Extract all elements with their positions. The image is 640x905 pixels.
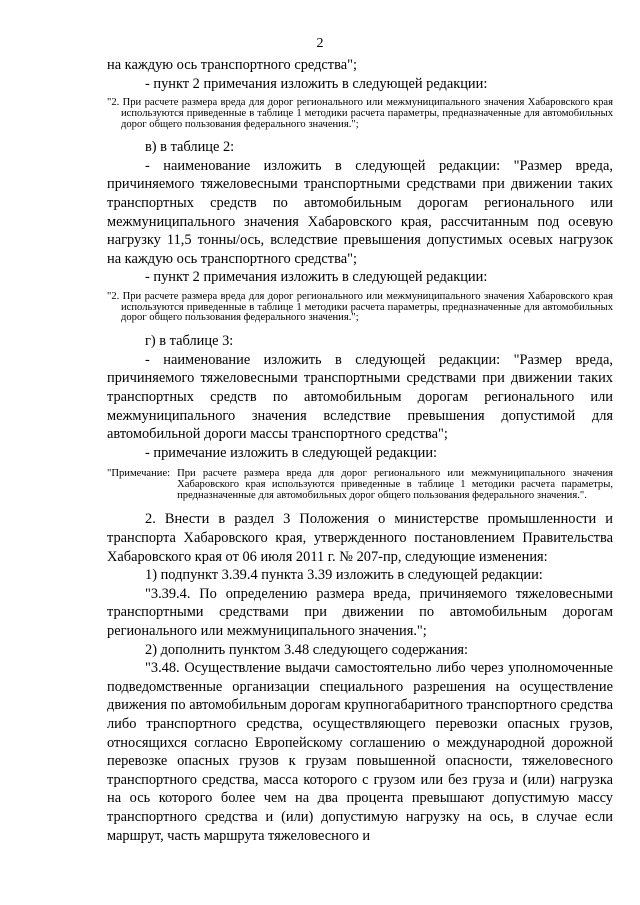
paragraph: - пункт 2 примечания изложить в следующей редакции: <box>145 269 488 286</box>
paragraph: 2) дополнить пунктом 3.48 следующего содержания: <box>145 641 469 658</box>
note-text: "2. При расчете размера вреда для дорог регионального или межмуниципального значения Хабаровского края используются приведенные в таблице 1 методики расчета параметры, предназначенные для автомобильных дорог общего пользования федерального значения."; <box>107 291 613 324</box>
note-label: "Примечание: <box>107 468 171 480</box>
paragraph: "3.39.4. По определению размера вреда, причиняемого тяжеловесными транспортными средствами при движении по автомобильным дорогам регионального или межмуниципального значения."; <box>107 585 613 639</box>
paragraph: - наименование изложить в следующей редакции: "Размер вреда, причиняемого тяжеловесными транспортными средствами при движении таких транспортных средств по автомобильным дорогам регионального или межмуниципального значения Хабаровского края, рассчитанным под осевую нагрузку 11,5 тонны/ось, вследствие превышения допустимых осевых нагрузок на каждую ось транспортного средства"; <box>107 157 613 267</box>
note-text: "2. При расчете размера вреда для дорог регионального или межмуниципального значения Хабаровского края используются приведенные в таблице 1 методики расчета параметры, предназначенные для автомобильных дорог общего пользования федерального значения."; <box>107 97 613 130</box>
paragraph: - примечание изложить в следующей редакции: <box>145 444 438 461</box>
paragraph: 2. Внести в раздел 3 Положения о министерстве промышленности и транспорта Хабаровского края, утвержденного постановлением Правительства Хабаровского края от 06 июля 2011 г. № 207-пр, следующие изменения: <box>107 511 613 565</box>
note-block <box>107 98 613 130</box>
paragraph: "3.48. Осуществление выдачи самостоятельно либо через уполномоченные подведомственные организации специального разрешения на осуществление движения по автомобильным дорогам крупногабаритного транспортного средства либо транспортного средства, осуществляющего перевозки опасных грузов, относящихся согласно Европейскому соглашению о международной дорожной перевозке опасных грузов к грузам повышенной опасности, тяжеловесного транспортного средства, масса которого с грузом или без груза и (или) нагрузка на ось которого более чем на два процента превышают допустимую массу транспортного средства и (или) допустимую нагрузку на ось, в случае если маршрут, часть маршрута тяжеловесного и <box>107 660 613 844</box>
page-number: 2 <box>316 36 324 51</box>
paragraph: на каждую ось транспортного средства"; <box>107 57 357 73</box>
paragraph: - пункт 2 примечания изложить в следующей редакции: <box>145 75 488 92</box>
note-block <box>107 292 613 324</box>
note-block <box>107 469 613 501</box>
paragraph: - наименование изложить в следующей редакции: "Размер вреда, причиняемого тяжеловесными транспортными средствами при движении таких транспортных средств по автомобильным дорогам регионального или межмуниципального значения вследствие превышения допустимой для автомобильной дороги массы транспортного средства"; <box>107 351 613 443</box>
document-body <box>107 56 613 845</box>
paragraph: в) в таблице 2: <box>145 139 235 156</box>
note-text: При расчете размера вреда для дорог регионального или межмуниципального значения Хабаровского края используются приведенные в таблице 1 методики расчета параметры, предназначенные для автомобильных дорог общего пользования федерального значения.". <box>177 468 613 501</box>
paragraph: г) в таблице 3: <box>145 333 234 350</box>
paragraph: 1) подпункт 3.39.4 пункта 3.39 изложить в следующей редакции: <box>145 567 543 584</box>
